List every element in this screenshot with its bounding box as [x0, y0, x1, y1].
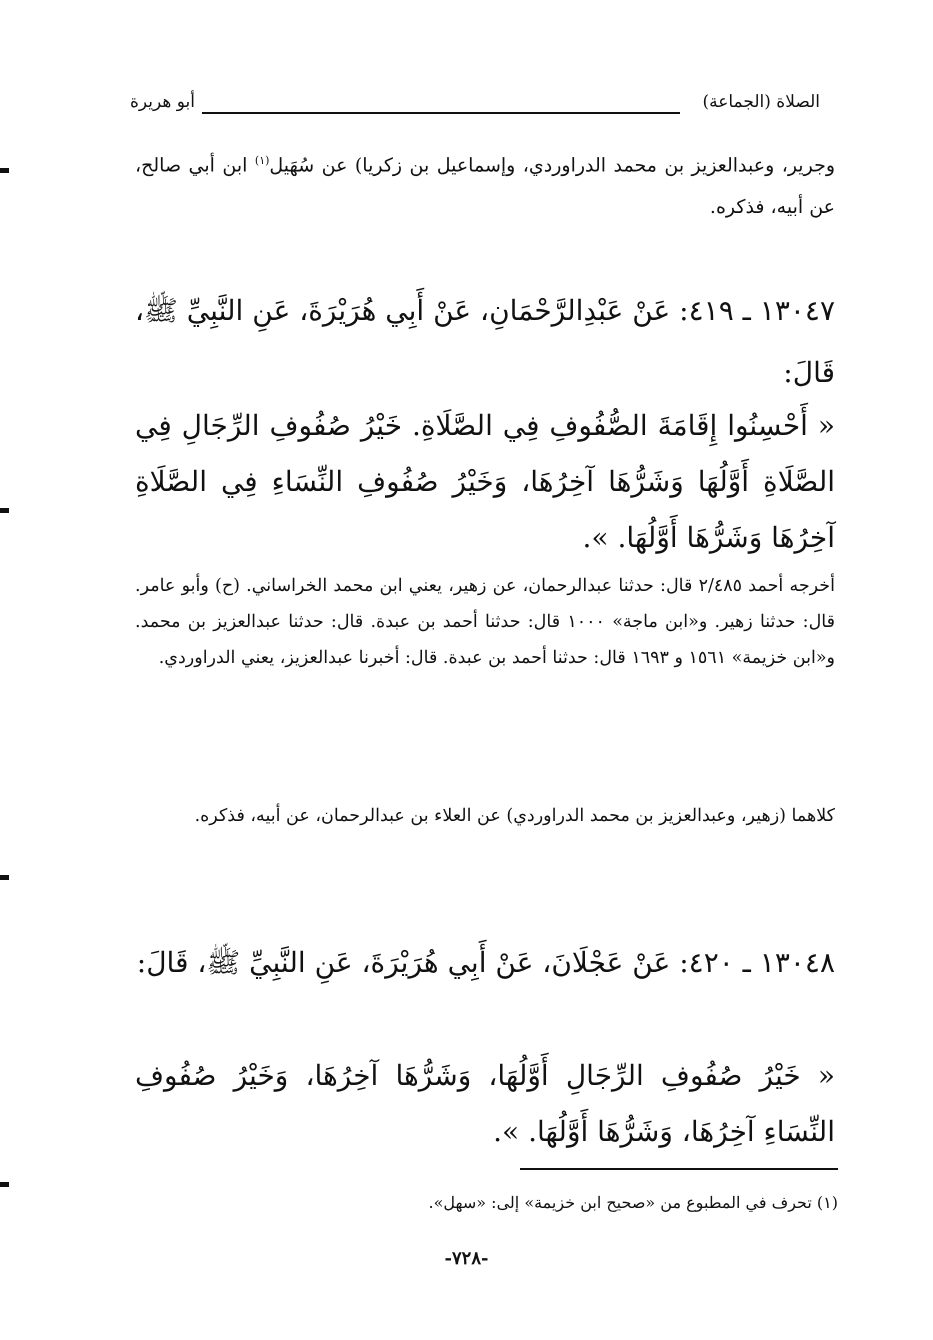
- hadith-1-text: « أَحْسِنُوا إِقَامَةَ الصُّفُوفِ فِي الصَّلَاةِ. خَيْرُ صُفُوفِ الرِّجَالِ فِي الصَّلَاةِ أَوَّلُهَا وَشَرُّهَا آخِرُهَا، وَخَيْرُ صُفُوفِ النِّسَاءِ فِي الصَّلَاةِ آخِرُهَا وَشَرُّهَا أَوَّلُهَا. ».: [135, 409, 835, 554]
- footnote-rule: [520, 1168, 838, 1170]
- hadith-2-heading: ١٣٠٤٨ ـ ٤٢٠: عَنْ عَجْلَانَ، عَنْ أَبِي هُرَيْرَةَ، عَنِ النَّبِيِّ ﷺ، قَالَ:: [136, 946, 835, 979]
- margin-mark: [0, 1182, 9, 1187]
- footnote: (١) تحرف في المطبوع من «صحيح ابن خزيمة» إلى: «سهل».: [428, 1193, 838, 1212]
- margin-mark: [0, 168, 9, 173]
- intro-line-1: وجرير، وعبدالعزيز بن محمد الدراوردي، وإسماعيل بن زكريا) عن سُهَيل: [269, 154, 836, 177]
- margin-mark: [0, 875, 9, 880]
- footnote-ref: (١): [254, 154, 270, 167]
- author-name: أبو هريرة: [130, 92, 196, 112]
- page-number: -٧٢٨-: [444, 1248, 489, 1269]
- margin-mark: [0, 508, 9, 513]
- hadith-2-text: « خَيْرُ صُفُوفِ الرِّجَالِ أَوَّلُهَا، وَشَرُّهَا آخِرُهَا، وَخَيْرُ صُفُوفِ النِّسَاءِ آخِرُهَا، وَشَرُّهَا أَوَّلُهَا. ».: [135, 1059, 835, 1148]
- chapter-title: الصلاة (الجماعة): [702, 92, 820, 112]
- running-header: [130, 92, 820, 122]
- intro-paragraph: [135, 140, 835, 228]
- hadith-1-takhrij: أخرجه أحمد ٢/٤٨٥ قال: حدثنا عبدالرحمان، عن زهير، يعني ابن محمد الخراساني. (ح) وأبو عامر. قال: حدثنا زهير. و«ابن ماجة» ١٠٠٠ قال: حدثنا أحمد بن عبدة. قال: حدثنا عبدالعزيز بن محمد. و«ابن خزيمة» ١٥٦١ و ١٦٩٣ قال: حدثنا أحمد بن عبدة. قال: أخبرنا عبدالعزيز، يعني الدراوردي.: [135, 576, 835, 668]
- intro-line-2: ابن أبي صالح، عن أبيه، فذكره.: [135, 154, 835, 219]
- hadith-1-takhrij-summary: كلاهما (زهير، وعبدالعزيز بن محمد الدراوردي) عن العلاء بن عبدالرحمان، عن أبيه، فذكره.: [194, 806, 835, 826]
- header-rule: [202, 112, 680, 114]
- hadith-1-heading: ١٣٠٤٧ ـ ٤١٩: عَنْ عَبْدِالرَّحْمَانِ، عَنْ أَبِي هُرَيْرَةَ، عَنِ النَّبِيِّ ﷺ، قَالَ:: [135, 294, 835, 389]
